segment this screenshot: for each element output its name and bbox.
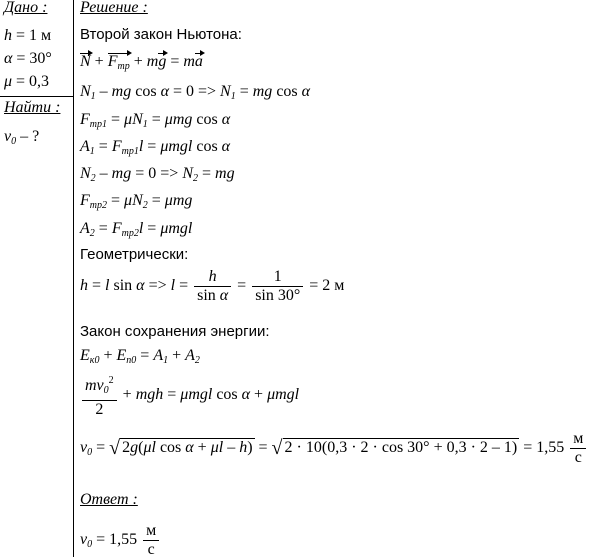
energy-eq-3: $v_0$ = √ 2g(μl cos α + μl – h) = √ 2 · 10(0,3 · 2 · cos 30° + 0,3 · 2 – 1) = 1,55 $\frac{м}{с}$	[80, 430, 588, 467]
eq-normal-2: $N_2$ – mg = $0 => N_2$ = mg	[80, 165, 235, 184]
eq-work-1: $A_1 = F_{тр1}l = \mu mgl$ cos α	[80, 138, 231, 157]
answer-header: Ответ :	[80, 491, 138, 508]
column-divider	[73, 0, 74, 557]
geom-title: Геометрически:	[80, 246, 189, 263]
given-divider	[0, 96, 73, 97]
eq-work-2: $A_2 = F_{тр2}l = \mu mgl$	[80, 220, 193, 239]
newton-title: Второй закон Ньютона:	[80, 26, 242, 43]
eq-friction-1: $F_{тр1} = \mu N_1 = \mu mg$ cos α	[80, 111, 231, 130]
solution-header: Решение :	[80, 0, 148, 16]
geom-eq: h = l sin α => l = $\frac{h}{\text{sin α}}$ = $\frac{1}{\sin 30^\circ}$ = 2 м	[80, 268, 345, 304]
given-angle: α = 30°	[4, 50, 52, 67]
eq-normal-1: $N_1$ – mg $\cos \alpha = 0 => N_1$ = mg cos α	[80, 83, 311, 102]
answer-value: $v_0 = 1,55$ $\frac{м}{с}$	[80, 522, 161, 559]
energy-eq-2: $\frac{mv_0^2}{2}$ + mgh = μmgl cos α + μmgl	[80, 372, 299, 419]
find-header: Найти :	[4, 99, 61, 116]
energy-eq-1: $E_{к0} + E_{п0} = A_1 + A_2$	[80, 347, 200, 366]
energy-title: Закон сохранения энергии:	[80, 323, 270, 340]
eq-friction-2: $F_{тр2} = \mu N_2 = \mu mg$	[80, 192, 193, 211]
given-header: Дано :	[4, 0, 48, 16]
given-friction: μ = 0,3	[4, 73, 50, 90]
given-height: h = 1 м	[4, 27, 52, 44]
newton-eq: $N + F_{тр}$ + mg = ma	[80, 52, 203, 77]
find-item: $v_0$ – ?	[4, 128, 40, 147]
